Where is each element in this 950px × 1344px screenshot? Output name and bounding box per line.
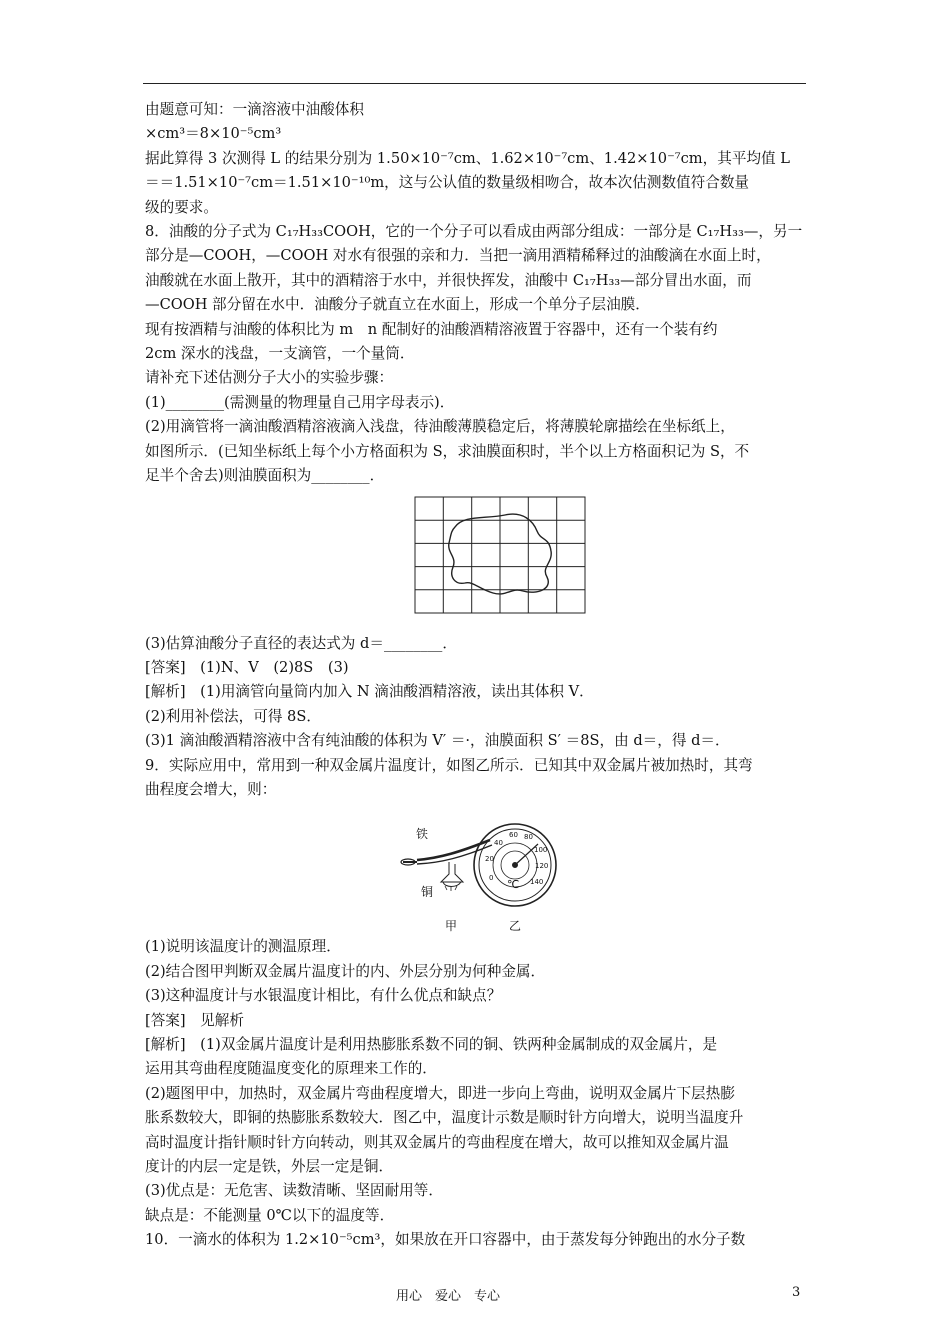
dial-tick-label: 40	[494, 839, 503, 848]
dial-tick-label: 60	[509, 831, 518, 840]
text-line: 9．实际应用中，常用到一种双金属片温度计，如图乙所示．已知其中双金属片被加热时，其弯	[145, 756, 753, 774]
text-line: (2)题图甲中，加热时，双金属片弯曲程度增大，即进一步向上弯曲，说明双金属片下层热膨	[145, 1084, 735, 1102]
text-line: (1)说明该温度计的测温原理．	[145, 938, 341, 956]
text-line: (2)结合图甲判断双金属片温度计的内、外层分别为何种金属．	[145, 962, 546, 980]
bimetal-thermometer-diagram	[145, 802, 807, 935]
text-line: (1)________(需测量的物理量自己用字母表示)．	[145, 393, 455, 411]
dial-tick-label: 100	[534, 846, 548, 855]
text-line: (3)优点是：无危害、读数清晰、坚固耐用等．	[145, 1182, 443, 1200]
text-line: (3)估算油酸分子直径的表达式为 d＝________．	[145, 634, 457, 652]
label-iron: 铁	[416, 827, 429, 842]
dial-tick-label: 120	[535, 862, 549, 871]
text-line: 级的要求。	[145, 198, 218, 216]
text-line: [答案] (1)N、V (2)8S (3)	[145, 658, 349, 676]
text-block-a	[145, 98, 807, 489]
text-line: 由题意可知：一滴溶液中油酸体积	[145, 101, 364, 118]
text-block-c	[145, 935, 807, 1252]
text-block-b	[145, 632, 807, 803]
oil-film-grid	[145, 489, 807, 632]
text-line: (3)这种温度计与水银温度计相比，有什么优点和缺点？	[145, 987, 502, 1005]
header-rule	[143, 83, 806, 84]
text-line: 运用其弯曲程度随温度变化的原理来工作的．	[145, 1060, 437, 1078]
text-line: (2)用滴管将一滴油酸酒精溶液滴入浅盘，待油酸薄膜稳定后，将薄膜轮廓描绘在坐标纸上，	[145, 418, 735, 436]
text-line: (2)利用补偿法，可得 8S．	[145, 707, 321, 725]
text-line: (3)1 滴油酸酒精溶液中含有纯油酸的体积为 V′ ＝·，油膜面积 S′ ＝8S，由 d＝，得 d＝．	[145, 732, 730, 750]
dial-tick-label: 0	[489, 874, 494, 883]
oil-film-grid-figure	[145, 489, 807, 632]
dial-tick-label: 140	[530, 878, 544, 887]
text-line: ×cm³＝8×10⁻⁵cm³	[145, 125, 282, 143]
thermometer-figure	[145, 802, 807, 935]
text-line: ＝＝1.51×10⁻⁷cm＝1.51×10⁻¹⁰m，这与公认值的数量级相吻合，故本次估测数值符合数量	[145, 174, 750, 192]
dial-tick-label: 80	[524, 833, 533, 842]
label-jia: 甲	[445, 919, 458, 934]
text-line: 8．油酸的分子式为 C₁₇H₃₃COOH，它的一个分子可以看成由两部分组成：一部分是 C₁₇H₃₃—，另一	[145, 223, 803, 241]
text-line: [解析] (1)双金属片温度计是利用热膨胀系数不同的铜、铁两种金属制成的双金属片，是	[145, 1035, 718, 1053]
text-line: 如图所示．(已知坐标纸上每个小方格面积为 S，求油膜面积时，半个以上方格面积记为 S，不	[145, 442, 750, 460]
text-line: 缺点是：不能测量 0℃以下的温度等．	[145, 1206, 395, 1224]
text-line: 曲程度会增大，则：	[145, 780, 277, 798]
text-line: 现有按酒精与油酸的体积比为 m n 配制好的油酸酒精溶液置于容器中，还有一个装有约	[145, 320, 718, 338]
text-line: 度计的内层一定是铁，外层一定是铜．	[145, 1158, 394, 1175]
text-line: 10．一滴水的体积为 1.2×10⁻⁵cm³，如果放在开口容器中，由于蒸发每分钟跑出的水分子数	[145, 1231, 746, 1249]
text-line: 2cm 深水的浅盘，一支滴管，一个量筒．	[145, 345, 415, 363]
label-yi: 乙	[509, 919, 522, 934]
label-copper: 铜	[421, 885, 434, 900]
text-line: —COOH 部分留在水中．油酸分子就直立在水面上，形成一个单分子层油膜．	[145, 296, 650, 314]
page-number: 3	[792, 1285, 801, 1300]
text-line: 油酸就在水面上散开，其中的酒精溶于水中，并很快挥发，油酸中 C₁₇H₃₃—部分冒出水面，而	[145, 271, 752, 289]
dial-unit: ℃	[507, 878, 520, 892]
text-line: 高时温度计指针顺时针方向转动，则其双金属片的弯曲程度在增大，故可以推知双金属片温	[145, 1133, 729, 1151]
footer-motto: 用心 爱心 专心	[396, 1289, 501, 1304]
text-line: [答案] 见解析	[145, 1011, 244, 1029]
text-line: [解析] (1)用滴管向量筒内加入 N 滴油酸酒精溶液，读出其体积 V．	[145, 683, 594, 701]
text-line: 据此算得 3 次测得 L 的结果分别为 1.50×10⁻⁷cm、1.62×10⁻⁷cm、1.42×10⁻⁷cm，其平均值 L	[145, 149, 790, 167]
page-content	[145, 98, 807, 1253]
dial-tick-label: 20	[485, 855, 494, 864]
text-line: 请补充下述估测分子大小的实验步骤：	[145, 369, 394, 387]
text-line: 部分是—COOH，—COOH 对水有很强的亲和力．当把一滴用酒精稀释过的油酸滴在水面上时，	[145, 247, 771, 265]
text-line: 胀系数较大，即铜的热膨胀系数较大．图乙中，温度计示数是顺时针方向增大，说明当温度升	[145, 1109, 744, 1127]
text-line: 足半个舍去)则油膜面积为________．	[145, 467, 385, 485]
